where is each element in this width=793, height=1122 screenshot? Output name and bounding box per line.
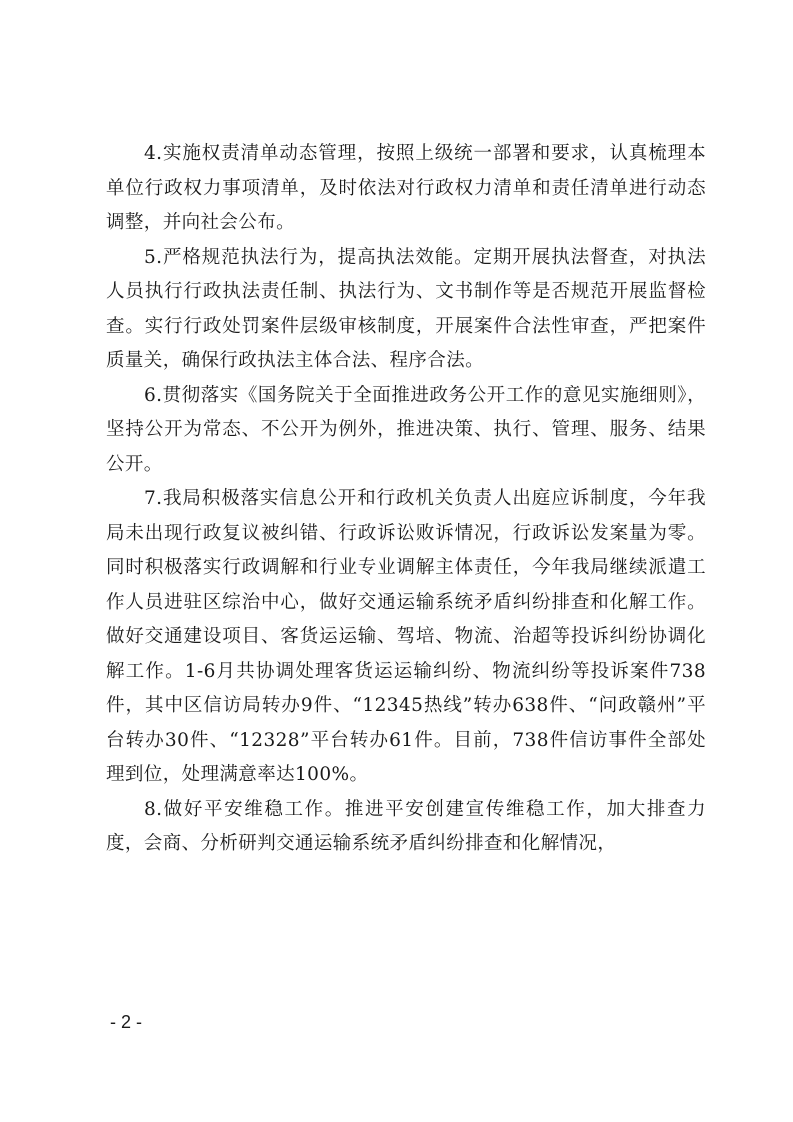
paragraph-item-7: 7.我局积极落实信息公开和行政机关负责人出庭应诉制度，今年我局未出现行政复议被纠错、行政诉讼败诉情况，行政诉讼发案量为零。同时积极落实行政调解和行业专业调解主体责任，今年我局继续派遣工作人员进驻区综治中心，做好交通运输系统矛盾纠纷排查和化解工作。做好交通建设项目、客货运运输、驾培、物流、治超等投诉纠纷协调化解工作。1-6月共协调处理客货运运输纠纷、物流纠纷等投诉案件738件，其中区信访局转办9件、“12345热线”转办638件、“问政赣州”平台转办30件、“12328”平台转办61件。目前，738件信访事件全部处理到位，处理满意率达100%。 xyxy=(106,488,706,785)
document-body xyxy=(106,137,706,862)
paragraph-item-8: 8.做好平安维稳工作。推进平安创建宣传维稳工作，加大排查力度，会商、分析研判交通运输系统矛盾纠纷排查和化解情况， xyxy=(106,798,706,854)
paragraph-item-4: 4.实施权责清单动态管理，按照上级统一部署和要求，认真梳理本单位行政权力事项清单，及时依法对行政权力清单和责任清单进行动态调整，并向社会公布。 xyxy=(106,143,706,233)
page-number: - 2 - xyxy=(110,1012,143,1032)
paragraph-item-6: 6.贯彻落实《国务院关于全面推进政务公开工作的意见实施细则》，坚持公开为常态、不公开为例外，推进决策、执行、管理、服务、结果公开。 xyxy=(106,384,706,475)
paragraph-item-5: 5.严格规范执法行为，提高执法效能。定期开展执法督查，对执法人员执行行政执法责任制、执法行为、文书制作等是否规范开展监督检查。实行行政处罚案件层级审核制度，开展案件合法性审查，严把案件质量关，确保行政执法主体合法、程序合法。 xyxy=(106,246,706,371)
